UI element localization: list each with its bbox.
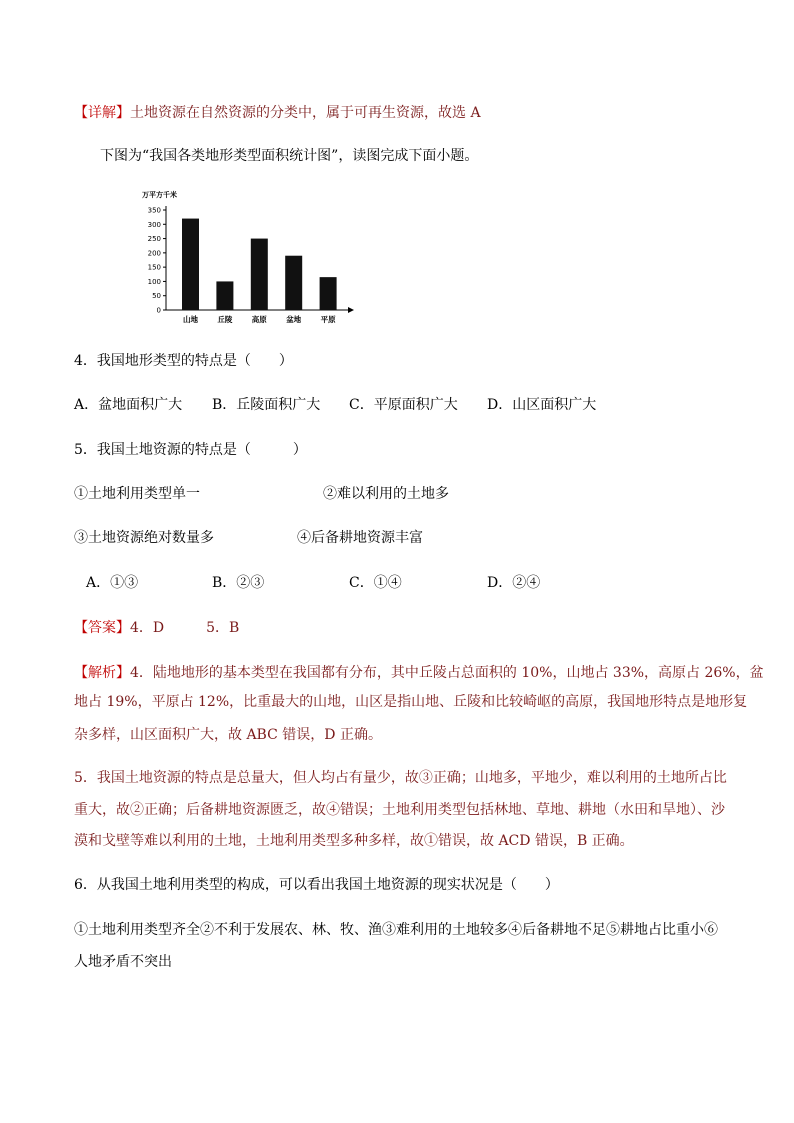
q5-stem: 5．我国土地资源的特点是（ ） xyxy=(74,442,307,458)
x-tick-label: 盆地 xyxy=(286,315,302,324)
x-tick-label: 高原 xyxy=(251,315,267,324)
analysis-5-line-1: 5．我国土地资源的特点是总量大，但人均占有量少，故③正确；山地多，平地少，难以利用的土地所占比 xyxy=(74,770,727,786)
bar-3 xyxy=(251,239,268,310)
q4-stem: 4．我国地形类型的特点是（ ） xyxy=(74,353,293,369)
answer-line xyxy=(74,618,239,638)
y-unit-label: 万平方千米 xyxy=(142,191,177,199)
bar-2 xyxy=(216,281,233,310)
q4-option-b[interactable]: B．丘陵面积广大 xyxy=(212,397,321,413)
analysis-4-text-1: 4．陆地地形的基本类型在我国都有分布，其中丘陵占总面积的 10%，山地占 33%，高原占 26%，盆 xyxy=(130,665,764,681)
q4-option-c[interactable]: C．平原面积广大 xyxy=(349,397,458,413)
x-axis-labels xyxy=(183,314,336,324)
analysis-5-line-2: 重大，故②正确；后备耕地资源匮乏，故④错误；土地利用类型包括林地、草地、耕地（水田和旱地）、沙 xyxy=(74,802,725,818)
analysis-5-line-3: 漠和戈壁等难以利用的土地，土地利用类型多种多样，故①错误，故 ACD 错误，B 正确。 xyxy=(74,833,634,849)
y-tick-label: 50 xyxy=(152,292,161,301)
q5-option-b[interactable]: B．②③ xyxy=(212,575,265,591)
q5-item-1: ①土地利用类型单一 xyxy=(74,486,200,502)
y-tick-label: 300 xyxy=(147,220,161,229)
q5-option-a[interactable]: A．①③ xyxy=(86,575,139,591)
q4-option-a[interactable]: A．盆地面积广大 xyxy=(74,397,183,413)
chart-intro: 下图为“我国各类地形类型面积统计图”，读图完成下面小题。 xyxy=(100,148,479,164)
analysis-4-line-1 xyxy=(74,663,764,683)
q6-items-line-2: 人地矛盾不突出 xyxy=(74,954,172,970)
x-axis-arrow xyxy=(348,307,354,313)
analysis-4-line-2: 地占 19%，平原占 12%，比重最大的山地，山区是指山地、丘陵和比较崎岖的高原，我国地形特点是地形复 xyxy=(74,694,748,710)
analysis-4-line-3: 杂多样，山区面积广大，故 ABC 错误，D 正确。 xyxy=(74,727,382,743)
bar-5 xyxy=(320,277,337,310)
bars xyxy=(182,219,337,310)
x-tick-label: 山地 xyxy=(183,315,198,324)
x-tick-label: 丘陵 xyxy=(217,315,233,324)
bar-4 xyxy=(285,256,302,310)
q5-item-4: ④后备耕地资源丰富 xyxy=(297,530,423,546)
y-tick-label: 0 xyxy=(156,306,161,315)
detail-text: 土地资源在自然资源的分类中，属于可再生资源，故选 A xyxy=(130,105,481,121)
y-tick-label: 250 xyxy=(147,235,161,244)
answer-tag: 【答案】 xyxy=(74,620,130,636)
detail-line xyxy=(74,103,481,123)
y-tick-label: 200 xyxy=(147,249,161,258)
detail-tag: 【详解】 xyxy=(74,105,130,121)
q6-stem: 6．从我国土地利用类型的构成，可以看出我国土地资源的现实状况是（ ） xyxy=(74,877,559,893)
y-tick-label: 350 xyxy=(147,206,161,215)
bar-1 xyxy=(182,219,199,310)
q4-option-d[interactable]: D．山区面积广大 xyxy=(487,397,597,413)
analysis-tag: 【解析】 xyxy=(74,665,130,681)
answer-4: 4．D xyxy=(130,620,165,636)
q5-item-2: ②难以利用的土地多 xyxy=(323,486,449,502)
q5-item-3: ③土地资源绝对数量多 xyxy=(74,530,214,546)
y-tick-label: 100 xyxy=(147,277,161,286)
terrain-area-bar-chart xyxy=(140,188,370,328)
answer-5: 5．B xyxy=(206,620,240,636)
q5-option-c[interactable]: C．①④ xyxy=(349,575,402,591)
y-tick-label: 150 xyxy=(147,263,161,272)
q5-option-d[interactable]: D．②④ xyxy=(487,575,541,591)
x-tick-label: 平原 xyxy=(320,315,336,324)
q6-items-line-1: ①土地利用类型齐全②不利于发展农、林、牧、渔③难利用的土地较多④后备耕地不足⑤耕地占比重小⑥ xyxy=(74,922,718,938)
